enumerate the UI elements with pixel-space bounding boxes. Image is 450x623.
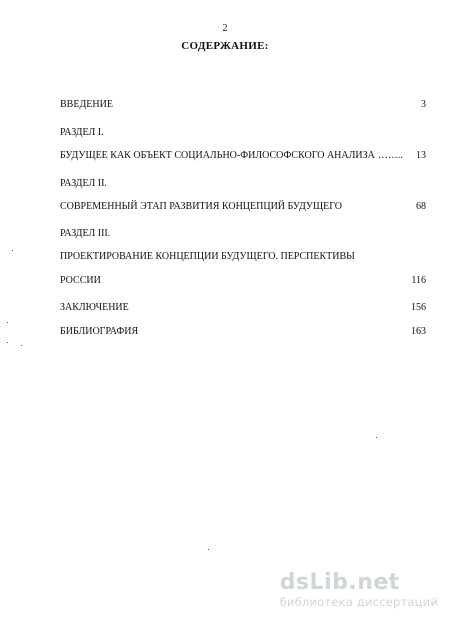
watermark	[280, 571, 438, 609]
toc-entry-label: СОВРЕМЕННЫЙ ЭТАП РАЗВИТИЯ КОНЦЕПЦИЙ БУДУЩЕГО	[60, 201, 342, 212]
page-number: 2	[222, 23, 228, 34]
toc-entry-page: 116	[411, 275, 426, 286]
toc-entry-page: 68	[416, 201, 426, 212]
toc-entry-label: ЗАКЛЮЧЕНИЕ	[60, 302, 129, 313]
page-title: СОДЕРЖАНИЕ:	[181, 40, 269, 52]
watermark-subtitle: библиотека диссертаций	[279, 595, 438, 609]
scan-speck	[12, 250, 13, 251]
toc-entry-section-2[interactable]	[60, 201, 426, 213]
toc-entry-conclusion[interactable]	[60, 302, 426, 314]
toc-entry-label: РОССИИ	[60, 275, 101, 286]
toc-entry-bibliography[interactable]	[60, 326, 426, 338]
watermark-logo-ds: ds	[279, 570, 310, 595]
toc-entry-ellipsis: ……..	[377, 150, 403, 161]
scan-speck	[7, 342, 8, 343]
section-3-heading: РАЗДЕЛ III.	[60, 228, 111, 239]
watermark-logo	[280, 571, 438, 595]
toc-entry-page: 156	[411, 302, 426, 313]
toc-entry-page: 163	[411, 326, 426, 337]
scan-speck	[208, 549, 209, 550]
section-1-heading: РАЗДЕЛ I.	[60, 127, 104, 138]
section-3-title-line: ПРОЕКТИРОВАНИЕ КОНЦЕПЦИИ БУДУЩЕГО. ПЕРСПЕКТИВЫ	[60, 251, 355, 262]
watermark-logo-rest: Lib.net	[309, 570, 400, 595]
toc-entry-page: 13	[416, 150, 426, 161]
section-2-heading: РАЗДЕЛ II.	[60, 178, 107, 189]
scan-speck	[21, 345, 22, 346]
toc-entry-label: ВВЕДЕНИЕ	[60, 99, 113, 110]
toc-entry-intro[interactable]	[60, 99, 426, 111]
toc-entry-section-3[interactable]	[60, 275, 426, 287]
scan-speck	[376, 437, 377, 438]
toc-entry-section-1[interactable]	[60, 150, 426, 162]
toc-entry-label: БИБЛИОГРАФИЯ	[60, 326, 139, 337]
toc-entry-page: 3	[421, 99, 426, 110]
toc-entry-label: БУДУЩЕЕ КАК ОБЪЕКТ СОЦИАЛЬНО-ФИЛОСОФСКОГО АНАЛИЗА	[60, 150, 375, 161]
scan-speck	[7, 322, 8, 323]
